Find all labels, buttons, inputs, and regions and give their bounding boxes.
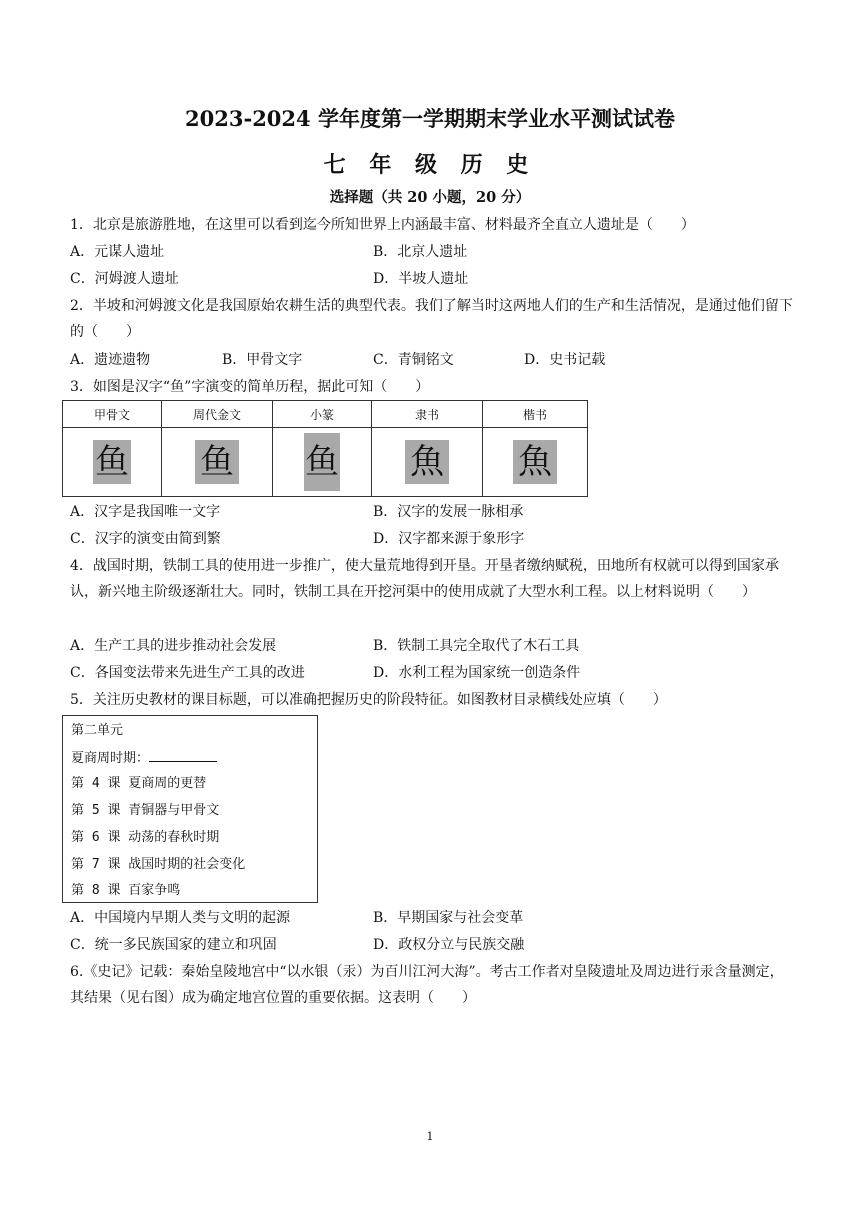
question-1-stem: 1．北京是旅游胜地，在这里可以看到迄今所知世界上内涵最丰富、材料最齐全直立人遗址是（ ） [70,217,695,233]
q2-option-a: A．遗迹遗物 [70,352,151,368]
oracle-bone-fish-glyph: 鱼 [95,442,129,482]
q1-option-d: D．半坡人遗址 [373,271,469,287]
toc-period: 夏商周时期： [71,751,150,766]
toc-lesson-7: 第 7 课 战国时期的社会变化 [71,857,246,872]
exam-title: 2023-2024 学年度第一学期期末学业水平测试试卷 [185,106,675,131]
q1-option-a: A．元谋人遗址 [70,244,165,260]
header-bronze-inscription: 周代金文 [162,401,273,428]
question-4-stem: 4．战国时期，铁制工具的使用进一步推广，使大量荒地得到开垦。开垦者缴纳赋税，田地所有权就可以得到国家承认，新兴地主阶级逐渐壮大。同时，铁制工具在开挖河渠中的使用成就了大型水利工程。以上材料说明（ ） [70,558,779,600]
bronze-fish-glyph: 鱼 [195,440,239,484]
textbook-contents-box [62,715,318,903]
seal-fish-glyph: 鱼 [304,433,340,491]
q4-option-a: A．生产工具的进步推动社会发展 [70,638,277,654]
q4-option-d: D．水利工程为国家统一创造条件 [373,665,581,681]
section-heading: 选择题（共 20 小题，20 分） [329,189,531,206]
page-number: 1 [426,1130,434,1143]
toc-lesson-4: 第 4 课 夏商周的更替 [71,776,207,791]
toc-lesson-8: 第 8 课 百家争鸣 [71,883,181,898]
q2-option-d: D．史书记载 [524,352,606,368]
fish-character-evolution-table [62,400,588,497]
question-3-stem: 3．如图是汉字“鱼”字演变的简单历程，据此可知（ ） [70,379,430,395]
q3-option-b: B．汉字的发展一脉相承 [373,504,524,520]
q3-option-a: A．汉字是我国唯一文字 [70,504,221,520]
q4-option-c: C．各国变法带来先进生产工具的改进 [70,665,305,681]
header-clerical-script: 隶书 [372,401,483,428]
q5-option-a: A．中国境内早期人类与文明的起源 [70,910,291,926]
header-small-seal: 小篆 [273,401,372,428]
q5-option-d: D．政权分立与民族交融 [373,937,525,953]
q5-option-c: C．统一多民族国家的建立和巩固 [70,937,277,953]
question-5-stem: 5．关注历史教材的课目标题，可以准确把握历史的阶段特征。如图教材目录横线处应填（ ） [70,692,667,708]
q2-option-c: C．青铜铭文 [373,352,454,368]
toc-unit: 第二单元 [71,723,124,738]
toc-lesson-6: 第 6 课 动荡的春秋时期 [71,830,220,845]
toc-period-row [71,749,217,768]
fill-in-blank [149,749,217,762]
question-2-stem: 2．半坡和河姆渡文化是我国原始农耕生活的典型代表。我们了解当时这两地人们的生产和生活情况，是通过他们留下的（ ） [70,298,793,340]
q3-option-d: D．汉字都来源于象形字 [373,531,525,547]
q5-option-b: B．早期国家与社会变革 [373,910,524,926]
q3-option-c: C．汉字的演变由简到繁 [70,531,221,547]
header-regular-script: 楷书 [483,401,588,428]
question-6-stem: 6.《史记》记载：秦始皇陵地宫中“以水银（汞）为百川江河大海”。考古工作者对皇陵遗址及周边进行汞含量测定，其结果（见右图）成为确定地宫位置的重要依据。这表明（ ） [70,964,784,1006]
q1-option-c: C．河姆渡人遗址 [70,271,179,287]
clerical-fish-glyph: 魚 [405,440,449,484]
subject-title: 七 年 级 历 史 [323,152,537,178]
toc-lesson-5: 第 5 课 青铜器与甲骨文 [71,803,220,818]
regular-fish-glyph: 魚 [513,440,557,484]
q2-option-b: B．甲骨文字 [222,352,303,368]
q1-option-b: B．北京人遗址 [373,244,468,260]
q4-option-b: B．铁制工具完全取代了木石工具 [373,638,580,654]
header-oracle-bone: 甲骨文 [63,401,162,428]
